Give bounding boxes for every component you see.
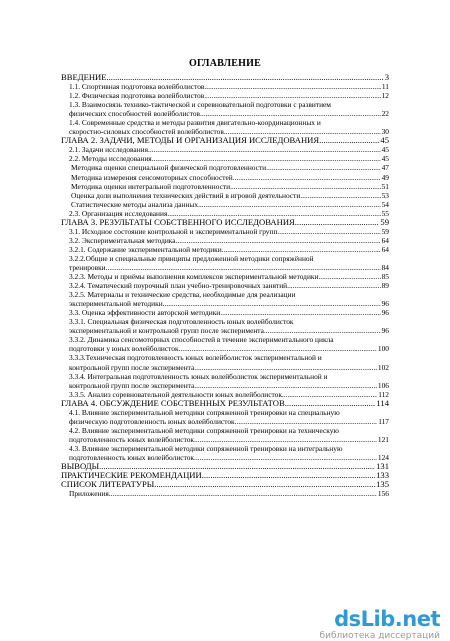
toc-entry-page: 47	[381, 163, 389, 173]
toc-entry-label: 3.3.3.Техническая подготовленность юных волейболисток экспериментальной и	[69, 353, 322, 363]
toc-entry-label: 1.4. Современные средства и методы развития двигательно-координационных и	[69, 118, 321, 128]
toc-entry-page: 89	[381, 281, 389, 291]
toc-entry	[61, 200, 389, 209]
toc-entry	[61, 353, 389, 362]
dot-leader	[194, 363, 377, 372]
toc-entry-page: 135	[376, 479, 389, 490]
toc-entry-label-cont: тренировки	[69, 262, 106, 272]
dot-leader	[202, 471, 375, 480]
toc-entry-page: 131	[376, 461, 389, 472]
toc-entry-page: 59	[381, 226, 389, 236]
toc-entry	[61, 399, 389, 408]
toc-entry-page: 55	[381, 208, 389, 218]
dot-leader	[179, 344, 377, 353]
dot-leader	[194, 453, 377, 462]
toc-entry-continuation	[61, 263, 389, 272]
toc-entry	[61, 82, 389, 91]
toc-entry-label: ГЛАВА 2. ЗАДАЧИ, МЕТОДЫ И ОРГАНИЗАЦИЯ ИССЛЕДОВАНИЯ	[61, 135, 320, 146]
toc-entry-label-cont: подготовленность юных волейболисток	[69, 452, 194, 462]
watermark-subtitle: библиотека диссертаций	[319, 631, 440, 641]
toc-entry-label-cont: физических способностей волейболистов	[69, 109, 201, 119]
dot-leader	[235, 417, 378, 426]
dot-leader	[204, 82, 380, 91]
toc-entry-page: 96	[381, 308, 389, 318]
page-title: ОГЛАВЛЕНИЕ	[189, 58, 261, 69]
dot-leader	[198, 200, 381, 209]
dot-leader	[295, 218, 380, 227]
toc-entry-label: Методика оценки интегральной подготовленности	[71, 181, 231, 191]
toc-entry-label: 3.2.1. Содержание экспериментальной методики	[69, 244, 222, 254]
toc-entry	[61, 317, 389, 326]
dot-leader	[285, 399, 376, 408]
toc-entry-page: 133	[376, 470, 389, 481]
toc-entry	[61, 272, 389, 281]
toc-entry	[61, 154, 389, 163]
toc-entry-page: 106	[377, 380, 389, 390]
toc-entry-label: Приложения	[69, 489, 109, 499]
dot-leader	[154, 480, 375, 489]
toc-entry-label: 3.2.4. Тематический поурочный план учебно-тренировочных занятий	[69, 281, 288, 291]
toc-entry-continuation	[61, 299, 389, 308]
toc-entry	[61, 480, 389, 489]
toc-entry-label: 3.3.2. Динамика сенсомоторных способностей в течение экспериментального цикла	[69, 335, 334, 345]
dot-leader	[107, 73, 384, 82]
dot-leader	[220, 308, 380, 317]
toc-entry-label-cont: скоростно-силовых способностей волейболистов	[69, 127, 224, 137]
toc-entry-page: 11	[381, 82, 389, 92]
toc-entry	[61, 236, 389, 245]
toc-entry-label: 4.2. Влияние экспериментальной методики сопряженной тренировки на техническую	[69, 425, 339, 435]
table-of-contents	[61, 73, 389, 498]
toc-entry-page: 51	[381, 181, 389, 191]
dot-leader	[204, 91, 380, 100]
toc-entry	[61, 372, 389, 381]
toc-entry-label: ГЛАВА 3. РЕЗУЛЬТАТЫ СОБСТВЕННОГО ИССЛЕДОВАНИЯ	[61, 216, 295, 227]
toc-entry-label: 2.2. Методы исследования	[69, 154, 152, 164]
toc-entry	[61, 173, 389, 182]
dot-leader	[194, 435, 377, 444]
toc-entry-label-cont: подготовки у юных волейболисток	[69, 344, 179, 354]
dot-leader	[194, 381, 377, 390]
toc-entry-page: 117	[378, 416, 389, 426]
toc-entry-label: 1.2. Физическая подготовка волейболистов	[69, 91, 205, 101]
toc-entry-label: 3.3.1. Специальная физическая подготовленность юных волейболисток	[69, 317, 294, 327]
toc-entry-label: 1.3. Взаимосвязь технико-тактической и соревновательной подготовки с развитием	[69, 100, 331, 110]
toc-entry	[61, 426, 389, 435]
toc-entry-label: 3.2.5. Материалы и технические средства, необходимые для реализации	[69, 290, 296, 300]
toc-entry-page: 22	[381, 109, 389, 119]
toc-entry-continuation	[61, 453, 389, 462]
toc-entry	[61, 281, 389, 290]
dot-leader	[176, 236, 381, 245]
dot-leader	[148, 145, 381, 154]
toc-entry	[61, 182, 389, 191]
dot-leader	[163, 299, 381, 308]
dot-leader	[318, 272, 380, 281]
toc-entry	[61, 227, 389, 236]
toc-entry-label-cont: контрольной групп после эксперимента	[69, 362, 195, 372]
toc-entry	[61, 245, 389, 254]
toc-entry-continuation	[61, 326, 389, 335]
toc-entry	[61, 335, 389, 344]
dot-leader	[222, 245, 381, 254]
toc-entry-page: 64	[381, 244, 389, 254]
toc-entry	[61, 254, 389, 263]
toc-entry	[61, 444, 389, 453]
toc-entry-page: 3	[384, 72, 389, 82]
dslib-logo: dsLib.net	[334, 607, 440, 631]
toc-entry-page: 12	[381, 91, 389, 101]
toc-entry-label: Статистические методы анализа данных	[71, 199, 199, 209]
toc-entry-continuation	[61, 435, 389, 444]
toc-entry-label: 2.1. Задачи исследования	[69, 145, 149, 155]
toc-entry-continuation	[61, 381, 389, 390]
toc-entry-page: 59	[380, 216, 389, 227]
toc-entry-page: 30	[381, 127, 389, 137]
toc-entry-page: 45	[381, 154, 389, 164]
toc-entry-label: 3.2.3. Методы и приёмы выполнения комплексов экспериментальной методики	[69, 272, 319, 282]
toc-entry-page: 49	[381, 172, 389, 182]
toc-entry-label: Оценка доли выполнения технических действий в игровой деятельности	[71, 190, 301, 200]
toc-entry-label: 1.1. Спортивная подготовка волейболистов	[69, 82, 205, 92]
toc-entry-label: 3.2.2.Общие и специальные принципы предложенной методики сопряжённой	[69, 253, 314, 263]
toc-entry-label: 3.2. Экспериментальная методика	[69, 235, 176, 245]
toc-entry-label: Методика оценки специальной физической подготовленности	[71, 163, 267, 173]
watermark	[319, 607, 440, 641]
dot-leader	[319, 136, 379, 145]
dot-leader	[106, 263, 381, 272]
toc-entry-label: Методика измерения сенсомоторных способностей	[71, 172, 233, 182]
toc-entry-label-cont: контрольной групп после эксперимента	[69, 380, 195, 390]
toc-entry-page: 45	[380, 135, 389, 146]
dot-leader	[300, 191, 380, 200]
toc-entry-page: 85	[381, 272, 389, 282]
toc-entry-page: 124	[377, 452, 389, 462]
toc-entry-continuation	[61, 344, 389, 353]
toc-entry-continuation	[61, 109, 389, 118]
toc-entry-page: 96	[381, 299, 389, 309]
toc-entry-label-cont: экспериментальной методики	[69, 299, 163, 309]
toc-entry-page: 84	[381, 262, 389, 272]
dot-leader	[109, 489, 377, 498]
toc-entry-page: 156	[377, 489, 389, 499]
dot-leader	[287, 281, 381, 290]
toc-entry-page: 112	[378, 389, 389, 399]
toc-entry-label: 3.3.5. Анализ соревновательной деятельности юных волейболисток	[69, 389, 282, 399]
toc-entry	[61, 73, 389, 82]
dot-leader	[264, 326, 381, 335]
dot-leader	[266, 163, 380, 172]
toc-entry-continuation	[61, 363, 389, 372]
toc-entry	[61, 145, 389, 154]
toc-entry-page: 121	[377, 434, 389, 444]
toc-entry-page: 96	[381, 326, 389, 336]
toc-entry	[61, 191, 389, 200]
dot-leader	[200, 109, 381, 118]
toc-entry	[61, 118, 389, 127]
toc-entry-label: ВВЕДЕНИЕ	[61, 72, 107, 82]
dot-leader	[277, 227, 380, 236]
toc-entry-page: 45	[381, 145, 389, 155]
toc-entry-page: 54	[381, 199, 389, 209]
toc-entry-label: ГЛАВА 4. ОБСУЖДЕНИЕ СОБСТВЕННЫХ РЕЗУЛЬТАТОВ	[61, 397, 285, 408]
toc-entry-label: ВЫВОДЫ	[61, 461, 100, 472]
toc-entry-label: 3.3. Оценка эффективности авторской методики	[69, 308, 221, 318]
toc-entry	[61, 100, 389, 109]
toc-entry	[61, 136, 389, 145]
dot-leader	[230, 182, 381, 191]
dot-leader	[233, 173, 381, 182]
toc-entry-label: 3.1. Исходное состояние контрольной и экспериментальной групп	[69, 226, 278, 236]
toc-entry	[61, 290, 389, 299]
toc-entry	[61, 308, 389, 317]
toc-entry-label: 2.3. Организация исследования	[69, 208, 168, 218]
toc-entry	[61, 408, 389, 417]
toc-entry	[61, 91, 389, 100]
toc-entry-label: СПИСОК ЛИТЕРАТУРЫ	[61, 479, 155, 490]
toc-entry-page: 102	[377, 362, 389, 372]
dot-leader	[282, 390, 377, 399]
toc-entry-label: 3.3.4. Интегральная подготовленность юных волейболисток экспериментальной и	[69, 371, 328, 381]
toc-entry-continuation	[61, 417, 389, 426]
toc-entry-label: 4.3. Влияние экспериментальной методики сопряженной тренировки на интегральную	[69, 443, 343, 453]
toc-entry-page: 100	[377, 344, 389, 354]
toc-entry-label-cont: физическую подготовленность юных волейболисток	[69, 416, 235, 426]
dot-leader	[152, 154, 381, 163]
toc-entry-label: 4.1. Влияние экспериментальной методики сопряженной тренировки на специальную	[69, 407, 340, 417]
toc-entry	[61, 218, 389, 227]
toc-entry	[61, 163, 389, 172]
toc-entry-page: 64	[381, 235, 389, 245]
toc-entry-label-cont: экспериментальной и контрольной групп после эксперимента	[69, 326, 264, 336]
toc-entry-page: 114	[376, 397, 389, 408]
toc-entry	[61, 489, 389, 498]
toc-entry-label: ПРАКТИЧЕСКИЕ РЕКОМЕНДАЦИИ	[61, 470, 202, 481]
toc-entry-page: 53	[381, 190, 389, 200]
toc-entry-label-cont: подготовленность юных волейболисток	[69, 434, 194, 444]
